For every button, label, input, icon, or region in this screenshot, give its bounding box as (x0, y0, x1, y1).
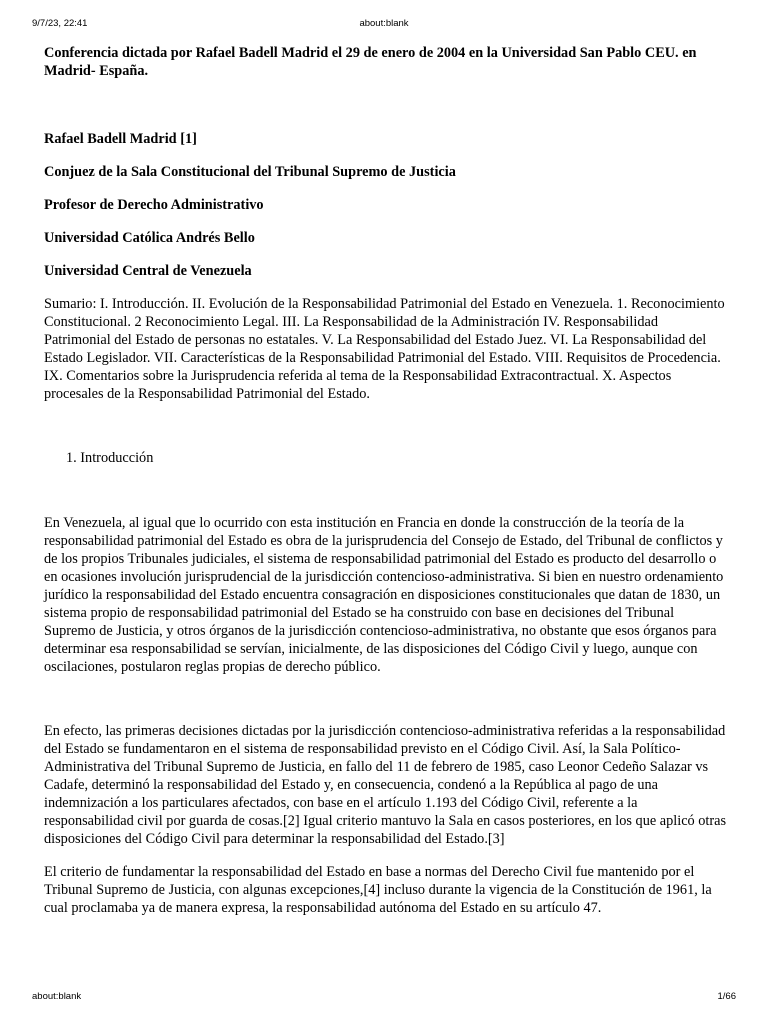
affiliation-line: Conjuez de la Sala Constitucional del Tribunal Supremo de Justicia (44, 164, 456, 180)
print-footer-url: about:blank (32, 991, 82, 1002)
affiliation-line: Universidad Católica Andrés Bello (44, 230, 255, 246)
body-paragraph: En efecto, las primeras decisiones dictadas por la jurisdicción contencioso-administrativa referidas a la responsabilidad del Estado se fundamentaron en el sistema de responsabilidad previsto en el Código Civil. Así, la Sala Político-Administrativa del Tribunal Supremo de Justicia, en fallo del 11 de febrero de 1985, caso Leonor Cedeño Salazar vs Cadafe, determinó la responsabilidad del Estado y, en consecuencia, condenó a la República al pago de una indemnización a los particulares afectados, con base en el artículo 1.193 del Código Civil, referente a la responsabilidad civil por guarda de cosas.[2] Igual criterio mantuvo la Sala en casos posteriores, en los que aplicó otras disposiciones del Código Civil para determinar la responsabilidad del Estado.[3] (44, 723, 727, 847)
page-number: 1/66 (717, 991, 736, 1002)
print-datetime: 9/7/23, 22:41 (32, 18, 88, 29)
print-header-url: about:blank (359, 18, 409, 29)
author-name: Rafael Badell Madrid [1] (44, 131, 197, 147)
section-heading: 1. Introducción (66, 450, 154, 466)
affiliation-line: Profesor de Derecho Administrativo (44, 197, 264, 213)
body-paragraph: El criterio de fundamentar la responsabilidad del Estado en base a normas del Derecho Civil fue mantenido por el Tribunal Supremo de Justicia, con algunas excepciones,[4] incluso durante la vigencia de la Constitución de 1961, la cual proclamaba ya de manera expresa, la responsabilidad autónoma del Estado en su artículo 47. (44, 864, 712, 916)
document-title: Conferencia dictada por Rafael Badell Madrid el 29 de enero de 2004 en la Universidad San Pablo CEU. en Madrid- España. (44, 45, 697, 79)
print-footer (0, 991, 768, 1005)
summary-paragraph: Sumario: I. Introducción. II. Evolución de la Responsabilidad Patrimonial del Estado en Venezuela. 1. Reconocimiento Constitucional. 2 Reconocimiento Legal. III. La Responsabilidad de la Administración IV. Responsabilidad Patrimonial del Estado de personas no estatales. V. La Responsabilidad del Estado Juez. VI. La Responsabilidad del Estado Legislador. VII. Características de la Responsabilidad Patrimonial del Estado. VIII. Requisitos de Procedencia. IX. Comentarios sobre la Jurisprudencia referida al tema de la Responsabilidad Extracontractual. X. Aspectos procesales de la Responsabilidad Patrimonial del Estado. (44, 296, 725, 402)
body-paragraph: En Venezuela, al igual que lo ocurrido con esta institución en Francia en donde la construcción de la teoría de la responsabilidad patrimonial del Estado es obra de la jurisprudencia del Consejo de Estado, del Tribunal de conflictos y de los propios Tribunales judiciales, el sistema de responsabilidad patrimonial del Estado es producto del desarrollo o en ocasiones involución jurisprudencial de la jurisdicción contencioso-administrativa. Si bien en nuestro ordenamiento jurídico la responsabilidad del Estado encuentra consagración en disposiciones constitucionales que datan de 1830, un sistema propio de responsabilidad patrimonial del Estado se ha construido con base en decisiones del Tribunal Supremo de Justicia, y otros órganos de la jurisdicción contencioso-administrativa, no obstante que esos órganos para determinar esa responsabilidad se servían, inicialmente, de las disposiciones del Código Civil y luego, aunque con oscilaciones, postularon reglas propias de derecho público. (44, 515, 724, 675)
document-page (44, 44, 727, 917)
affiliation-line: Universidad Central de Venezuela (44, 263, 252, 279)
print-header (0, 18, 768, 32)
